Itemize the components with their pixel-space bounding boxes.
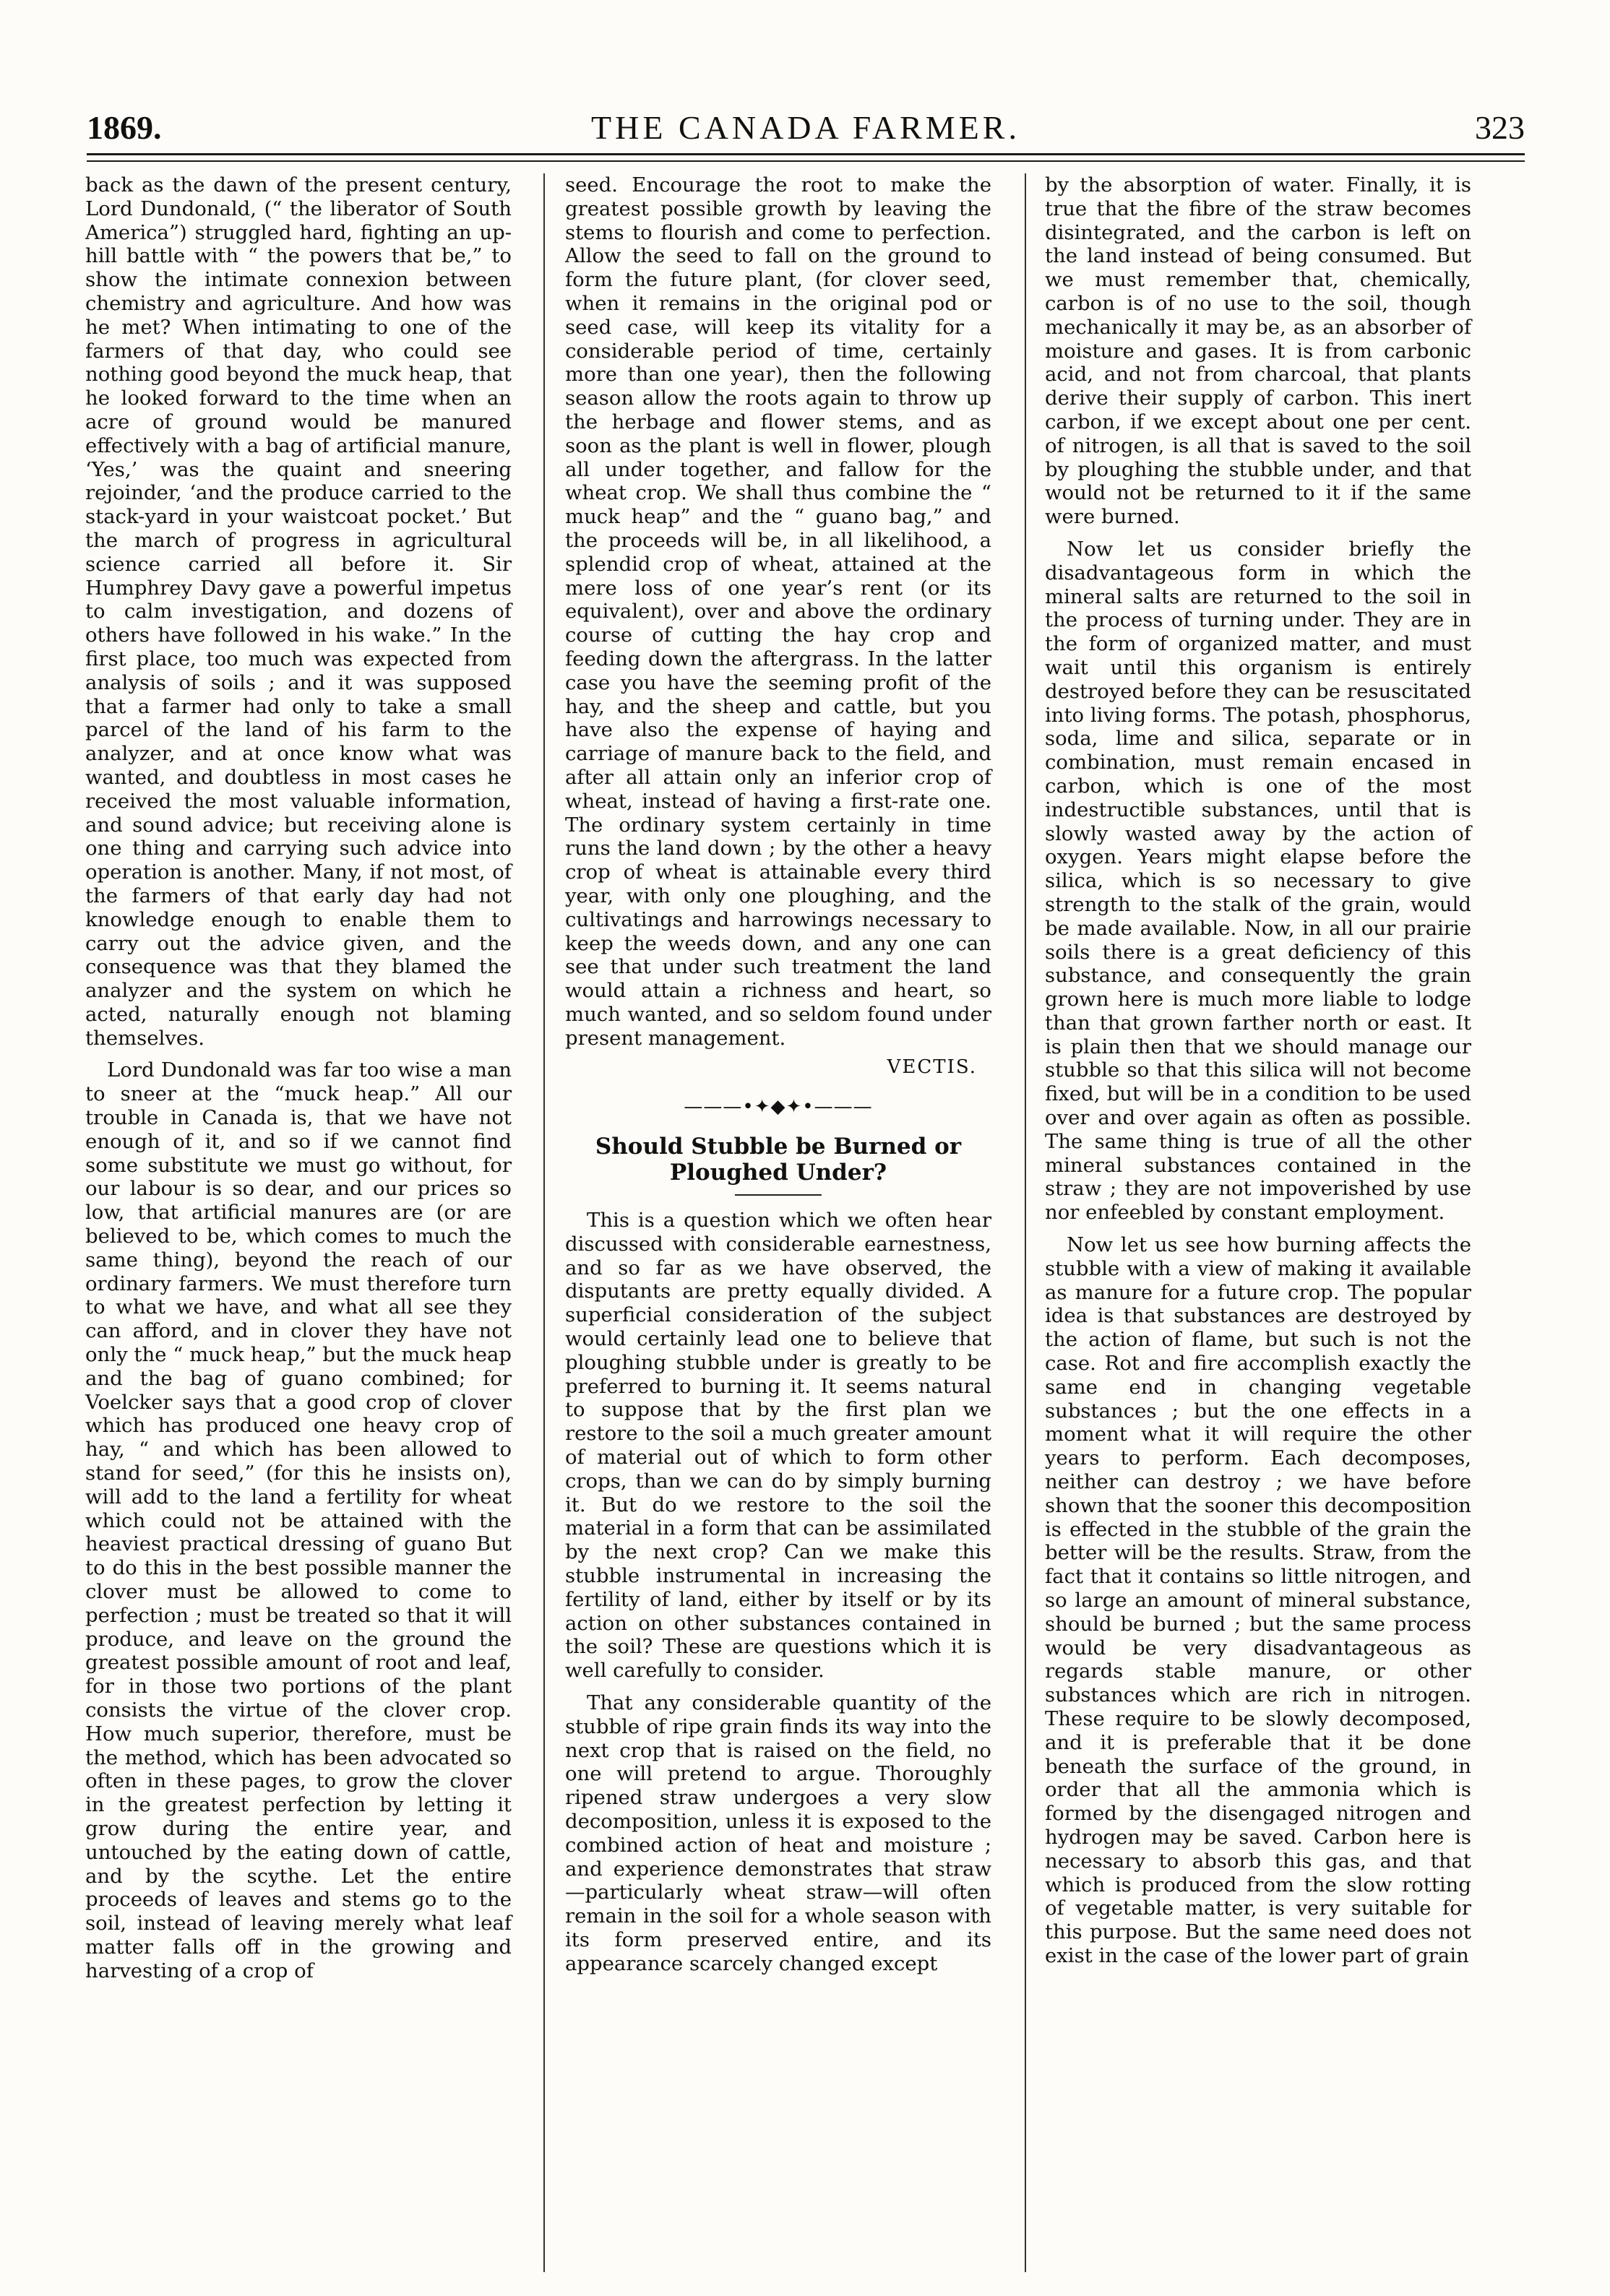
column-divider-right	[1025, 173, 1026, 2272]
masthead	[87, 108, 1525, 152]
heading-divider	[735, 1194, 822, 1196]
paragraph: Now let us consider briefly the disadvantageous form in which the mineral salts are returned to the soil in the process of turning under. They are in the form of organized matter, and must wait until this organism is entirely destroyed before they can be resuscitated into living forms. The potash, phosphorus, soda, lime and silica, separate or in combination, must remain encased in carbon, which is one of the most indestructible substances, until that is slowly wasted away by the action of oxygen. Years might elapse before the silica, which is so necessary to give strength to the stalk of the grain, would be made available. Now, in all our prairie soils there is a great deficiency of this substance, and consequently the grain grown here is much more liable to lodge than that grown farther north or east. It is plain then that we should manage our stubble so that this silica will not become fixed, but will be in a condition to be used over and over again as often as possible. The same thing is true of all the other mineral substances contained in the straw ; they are not impoverished by use nor enfeebled by constant employment.	[1045, 537, 1471, 1225]
paragraph: by the absorption of water. Finally, it is true that the fibre of the straw becomes disintegrated, and the carbon is left on the land instead of being consumed. But we must remember that, chemically, carbon is of no use to the soil, though mechanically it may be, as an absorber of moisture and gases. It is from carbonic acid, and not from charcoal, that plants derive their supply of carbon. This inert carbon, if we except about one per cent. of nitrogen, is all that is saved to the soil by ploughing the stubble under, and that would not be returned to it if the same were burned.	[1045, 173, 1471, 529]
column-left	[85, 173, 512, 1983]
paragraph: Lord Dundonald was far too wise a man to sneer at the “muck heap.” All our trouble in Canada is, that we have not enough of it, and so if we cannot find some substitute we must go without, for our labour is so dear, and our prices so low, that artificial manures are (or are believed to be, which comes to much the same thing), beyond the reach of our ordinary farmers. We must therefore turn to what we have, and what all see they can afford, and in clover they have not only the “ muck heap,” but the muck heap and the bag of guano combined; for Voelcker says that a good crop of clover which has produced one heavy crop of hay, “ and which has been allowed to stand for seed,” (for this he insists on), will add to the land a fertility for wheat which could not be attained with the heaviest practical dressing of guano But to do this in the best possible manner the clover must be allowed to come to perfection ; must be treated so that it will produce, and leave on the ground the greatest possible amount of root and leaf, for in those two portions of the plant consists the virtue of the clover crop. How much superior, therefore, must be the method, which has been advocated so often in these pages, to grow the clover in the greatest perfection by letting it grow during the entire year, and untouched by the eating down of cattle, and by the scythe. Let the entire proceeds of leaves and stems go to the soil, instead of leaving merely what leaf matter falls off in the growing and harvesting of a crop of	[85, 1058, 512, 1982]
header-rule-thick	[87, 153, 1525, 155]
issue-year: 1869.	[87, 109, 162, 146]
column-right	[1045, 173, 1471, 1968]
page-number: 323	[1475, 109, 1525, 146]
column-divider-left	[543, 173, 545, 2272]
article-heading: Should Stubble be Burned or Ploughed Under?	[595, 1134, 962, 1186]
author-signature: VECTIS.	[887, 1056, 977, 1079]
header-rule-thin	[87, 160, 1525, 162]
publication-title: THE CANADA FARMER.	[591, 109, 1020, 146]
paragraph: That any considerable quantity of the stubble of ripe grain finds its way into the next crop that is raised on the field, no one will pretend to argue. Thoroughly ripened straw undergoes a very slow decomposition, unless it is exposed to the combined action of heat and moisture ; and experience demonstrates that straw—particularly wheat straw—will often remain in the soil for a whole season with its form preserved entire, and its appearance scarcely changed except	[565, 1691, 991, 1975]
paragraph: Now let us see how burning affects the stubble with a view of making it available as manure for a future crop. The popular idea is that substances are destroyed by the action of flame, but such is not the case. Rot and fire accomplish exactly the same end in changing vegetable substances ; but the one effects in a moment what it will require the other years to perform. Each decomposes, neither can destroy ; we have before shown that the sooner this decomposition is effected in the stubble of the grain the better will be the results. Straw, from the fact that it contains so little nitrogen, and so large an amount of mineral substance, should be burned ; but the same process would be very disadvantageous as regards stable manure, or other substances which are rich in nitrogen. These require to be slowly decomposed, and it is preferable that it be done beneath the surface of the ground, in order that all the ammonia which is formed by the disengaged nitrogen and hydrogen may be saved. Carbon here is necessary to absorb this gas, and that which is produced from the slow rotting of vegetable matter, is very suitable for this purpose. But the same need does not exist in the case of the lower part of grain	[1045, 1233, 1471, 1967]
paragraph: back as the dawn of the present century, Lord Dundonald, (“ the liberator of South America”) struggled hard, fighting an up-hill battle with “ the powers that be,” to show the intimate connexion between chemistry and agriculture. And how was he met? When intimating to one of the farmers of that day, who could see nothing good beyond the muck heap, that he looked forward to the time when an acre of ground would be manured effectively with a bag of artificial manure, ‘Yes,’ was the quaint and sneering rejoinder, ‘and the produce carried to the stack-yard in your waistcoat pocket.’ But the march of progress in agricultural science carried all before it. Sir Humphrey Davy gave a powerful impetus to calm investigation, and dozens of others have followed in his wake.” In the first place, too much was expected from analysis of soils ; and it was supposed that a farmer had only to take a small parcel of the land of his farm to the analyzer, and at once know what was wanted, and doubtless in most cases he received the most valuable information, and sound advice; but receiving alone is one thing and carrying such advice into operation is another. Many, if not most, of the farmers of that early day had not knowledge enough to enable them to carry out the advice given, and the consequence was that they blamed the analyzer and the system on which he acted, naturally enough not blaming themselves.	[85, 173, 512, 1050]
section-ornament: ———•✦◆✦•———	[684, 1096, 873, 1118]
column-middle	[565, 173, 991, 1976]
paragraph: seed. Encourage the root to make the greatest possible growth by leaving the stems to flourish and come to perfection. Allow the seed to fall on the ground to form the future plant, (for clover seed, when it remains in the original pod or seed case, will keep its vitality for a considerable period of time, certainly more than one year), then the following season allow the roots again to throw up the herbage and flower stems, and as soon as the plant is well in flower, plough all under together, and fallow for the wheat crop. We shall thus combine the “ muck heap” and the “ guano bag,” and the proceeds will be, in all likelihood, a splendid crop of wheat, attained at the mere loss of one year’s rent (or its equivalent), over and above the ordinary course of cutting the hay crop and feeding down the aftergrass. In the latter case you have the seeming profit of the hay, and the sheep and cattle, but you have also the expense of haying and carriage of manure back to the field, and after all attain only an inferior crop of wheat, instead of having a first-rate one. The ordinary system certainly in time runs the land down ; by the other a heavy crop of wheat is attainable every third year, with only one ploughing, and the cultivatings and harrowings necessary to keep the weeds down, and any one can see that under such treatment the land would attain a richness and heart, so much wanted, and so seldom found under present management.	[565, 173, 991, 1050]
paragraph: This is a question which we often hear discussed with considerable earnestness, and so far as we have observed, the disputants are pretty equally divided. A superficial consideration of the subject would certainly lead one to believe that ploughing stubble under is greatly to be preferred to burning it. It seems natural to suppose that by the first plan we restore to the soil a much greater amount of material out of which to form other crops, than we can do by simply burning it. But do we restore to the soil the material in a form that can be assimilated by the next crop? Can we make this stubble instrumental in increasing the fertility of land, either by itself or by its action on other substances contained in the soil? These are questions which it is well carefully to consider.	[565, 1209, 991, 1683]
